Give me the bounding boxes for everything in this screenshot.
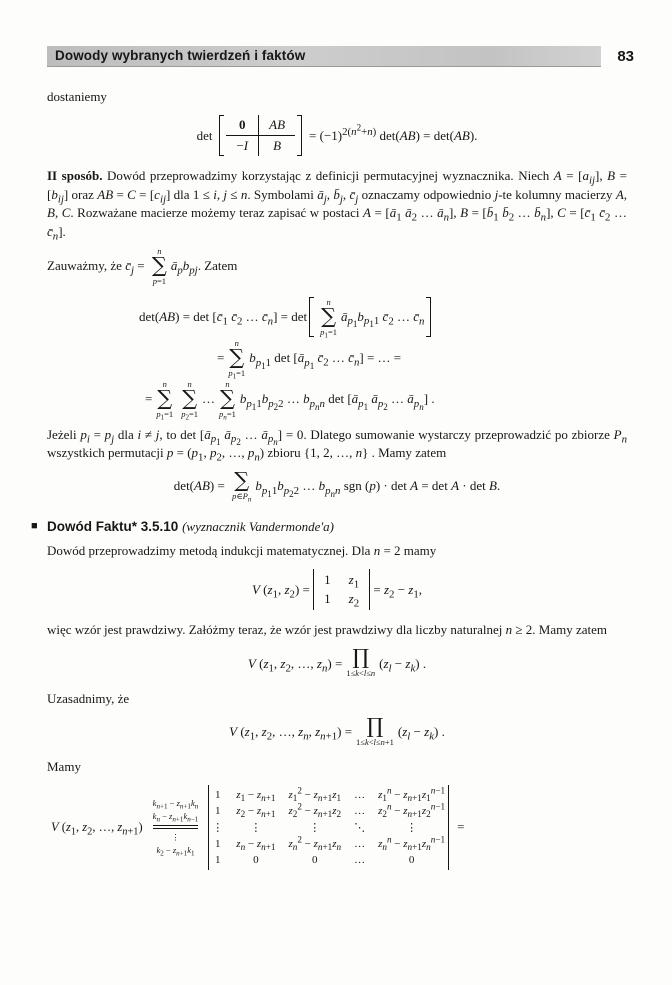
- matrix-cell: …: [354, 853, 366, 866]
- matrix-cell: $z_1^n - z_{n+1}z_1^{n-1}$: [378, 784, 446, 803]
- equation-derivation: [139, 296, 627, 423]
- matrix-cell: ⋮: [406, 821, 418, 834]
- right-bracket: [426, 297, 431, 337]
- paragraph-dostaniemy: dostaniemy: [47, 89, 107, 104]
- sum-operator: [219, 379, 236, 423]
- left-bracket: [309, 297, 314, 337]
- matrix-cell: ⋮: [212, 821, 224, 834]
- math-text: $ā_{p_1}b_{p_11}$ $c̄_2$ … $c̄_n$: [340, 308, 425, 330]
- sum-operator: [152, 246, 167, 286]
- sum-operator: [156, 379, 174, 423]
- matrix-cell: 0: [408, 853, 415, 866]
- equals-sign: =: [217, 350, 225, 366]
- math-text: V ($z_1$, $z_2$) =: [251, 581, 314, 601]
- matrix-cell: …: [354, 788, 366, 801]
- math-text: $(z_l - z_k)$ .: [379, 655, 427, 675]
- sum-operator: [228, 337, 246, 381]
- block-matrix: [226, 115, 295, 156]
- math-text: $b_{p_11}b_{p_22}$ … $b_{p_nn}$ $\det [ā_{p_1}$ $ā_{p_2}$ … $ā_{p_n}$] .: [239, 391, 435, 413]
- right-bracket: [297, 115, 302, 156]
- column-operation: $k_2 - z_{n+1}k_1$: [156, 845, 195, 858]
- equation-vandermonde-n2: [47, 569, 627, 610]
- equation-product-n1: [47, 714, 627, 747]
- sum-lower-limit: $p\in P_n$: [232, 491, 252, 505]
- matrix-cell: …: [354, 804, 366, 817]
- paragraph-jezeli: Jeżeli $p_i = p_j$ dla i ≠ j, to $\det [ā_{p_1}$ $ā_{p_2}$ … $ā_{p_n}] = 0$. Dlatego sumowanie wystarczy przeprowadzić po zbiorze $P_n$ wszystkich permutacji $p = (p_1$, $p_2$, …, $p_n$) zbioru {1, 2, …, n} . Mamy zatem: [47, 426, 628, 464]
- sum-lower-limit: $p_1=1$: [320, 326, 337, 340]
- sigma-symbol: ∑: [182, 386, 198, 411]
- sum-operator: [320, 296, 337, 340]
- product-operator: [356, 714, 394, 747]
- matrix-cell: $z_1$: [348, 572, 360, 591]
- sum-upper-limit: n: [225, 379, 230, 390]
- fact-subtitle: (wyznacznik Vandermonde'a): [182, 518, 334, 534]
- det-label: det: [196, 127, 213, 143]
- column-operations-annotation: [153, 797, 199, 858]
- sum-operator: [181, 379, 199, 423]
- equation-block-determinant: [47, 115, 627, 156]
- sigma-symbol: ∑: [229, 345, 245, 370]
- math-text: $(z_l - z_k)$ .: [397, 724, 445, 743]
- matrix-cell: $z_2^2 - z_{n+1}z_2$: [288, 800, 342, 819]
- pi-symbol: ∏: [352, 645, 370, 670]
- matrix-cell: 0: [253, 853, 259, 866]
- matrix-cell: $z_2 - z_{n+1}$: [236, 804, 276, 819]
- sigma-symbol: ∑: [219, 386, 235, 411]
- fact-title: Dowód Faktu* 3.5.10: [47, 518, 179, 534]
- sigma-symbol: ∑: [234, 468, 250, 493]
- matrix-cell: 1: [215, 853, 221, 866]
- matrix-cell: 1: [324, 572, 331, 587]
- fact-heading: [31, 518, 627, 535]
- page-content: [31, 88, 628, 870]
- matrix-cell: 0: [312, 853, 318, 866]
- running-head-bar: [47, 46, 601, 67]
- matrix-cell: ⋮: [250, 821, 262, 834]
- matrix-cell: $z_1^2 - z_{n+1}z_1$: [288, 784, 342, 803]
- sigma-symbol: ∑: [157, 386, 173, 411]
- matrix-cell: 1: [324, 591, 331, 606]
- page-header: [47, 46, 634, 67]
- derivation-line-2: [217, 337, 627, 381]
- matrix-cell: $z_2^n - z_{n+1}z_2^{n-1}$: [378, 800, 446, 819]
- determinant-bar: [448, 785, 449, 870]
- column-operation: $k_{n+1} - z_{n+1}k_n$: [152, 797, 199, 811]
- math-text: V ($z_1$, $z_2$, …, $z_n$) =: [247, 655, 343, 675]
- matrix-cell: $z_n^2 - z_{n+1}z_n$: [288, 833, 342, 852]
- math-text: $\det(AB) = \det [c̄_1$ $c̄_2$ … $c̄_n] = \det$: [139, 308, 308, 328]
- product-lower-limit: 1≤k<l≤n+1: [356, 736, 394, 747]
- matrix-cell: ⋱: [354, 821, 366, 834]
- sum-lower-limit: $p_2=1$: [181, 409, 199, 423]
- math-text: $b_{p_11}$ $\det [ā_{p_1}$ $c̄_2$ … $c̄_n$] = … =: [249, 350, 402, 371]
- paragraph-zalozmy: więc wzór jest prawdziwy. Załóżmy teraz, że wzór jest prawdziwy dla liczby naturalnej n ≥ 2. Mamy zatem: [47, 622, 608, 637]
- derivation-line-3: [145, 379, 627, 423]
- page-number: 83: [617, 48, 634, 65]
- sum-upper-limit: n: [162, 379, 167, 390]
- inline-math-post: $ā_pb_{pj}$. Zatem: [170, 258, 238, 277]
- sum-upper-limit: n: [157, 246, 162, 257]
- sum-operator: [232, 468, 252, 505]
- sigma-symbol: ∑: [321, 303, 337, 328]
- sum-lower-limit: p=1: [152, 276, 166, 287]
- paragraph-mamy: Mamy: [47, 759, 81, 775]
- product-operator: [346, 645, 376, 679]
- square-bullet-icon: ■: [31, 519, 38, 532]
- matrix-cell: ⋮: [309, 821, 321, 834]
- equation-permutation-sum: [47, 468, 627, 505]
- math-text: = $z_2 - z_1$,: [370, 581, 423, 601]
- paragraph-induction: Dowód przeprowadzimy metodą indukcji matematycznej. Dla n = 2 mamy: [47, 542, 437, 558]
- sum-lower-limit: $p_1=1$: [156, 409, 174, 423]
- equals-sign: =: [145, 391, 153, 407]
- matrix-cell: $z_2$: [348, 591, 360, 610]
- equals-sign: =: [457, 819, 465, 835]
- math-text: V ($z_1$, $z_2$, …, $z_{n+1}$): [51, 819, 143, 838]
- equation-vandermonde-big: [51, 785, 627, 870]
- matrix-cell: 0: [226, 115, 259, 136]
- paragraph-uzasadnimy: Uzasadnimy, że: [47, 690, 130, 706]
- matrix-cell: $z_1 - z_{n+1}$: [236, 788, 276, 803]
- matrix-cell: 1: [215, 837, 221, 850]
- sum-upper-limit: n: [187, 379, 192, 390]
- equation-product-n: [47, 645, 627, 679]
- matrix-cell: $z_n - z_{n+1}$: [236, 837, 276, 852]
- left-bracket: [219, 115, 224, 156]
- derivation-line-1: [139, 296, 627, 340]
- sum-upper-limit: n: [326, 296, 331, 307]
- vandermonde-matrix: [209, 785, 448, 870]
- vertical-dots: ⋮: [171, 832, 180, 843]
- matrix-cell: 1: [215, 804, 221, 817]
- paragraph-zauwazmy: [47, 246, 627, 286]
- matrix-cell: …: [354, 837, 366, 850]
- column-operation: $k_n - z_{n+1}k_{n-1}$: [152, 810, 199, 824]
- matrix-cell: 1: [215, 788, 221, 801]
- stretched-equals-rule: [153, 825, 199, 829]
- matrix-cell: B: [273, 138, 282, 154]
- paragraph-second-method: II sposób. Dowód przeprowadzimy korzystając z definicji permutacyjnej wyznacznika. Niech $A = [a_{ij}]$, $B = [b_{ij}]$ oraz AB = $C = [c_{ij}]$ dla 1 ≤ i, j ≤ n. Symbolami $ā_j$, $b̄_j$, $c̄_j$ oznaczamy odpowiednio j-te kolumny macierzy A, B, C. Rozważane macierze możemy teraz zapisać w postaci $A = [ā_1$ $ā_2$ … $ā_n$], $B = [b̄_1$ $b̄_2$ … $b̄_n$], $C = [c̄_1$ $c̄_2$ … $c̄_n$].: [47, 168, 628, 243]
- pi-symbol: ∏: [366, 714, 384, 739]
- math-text: det(AB) =: [173, 478, 229, 494]
- matrix-cell: AB: [259, 115, 295, 136]
- sum-upper-limit: n: [234, 337, 239, 348]
- determinant-2x2: [314, 569, 369, 610]
- ellipsis: …: [202, 391, 216, 407]
- matrix-cell: $z_n^n - z_{n+1}z_n^{n-1}$: [378, 833, 446, 852]
- math-text: $b_{p_11}b_{p_22}$ … $b_{p_nn}$ sgn (p) · det A = det A · det B.: [255, 478, 501, 500]
- sum-lower-limit: $p_1=1$: [228, 368, 246, 381]
- running-head-title: Dowody wybranych twierdzeń i faktów: [55, 48, 306, 63]
- math-text: V ($z_1$, $z_2$, …, $z_n$, $z_{n+1}$) =: [229, 724, 353, 743]
- sum-lower-limit: $p_n=1$: [219, 409, 236, 423]
- equation-rhs: = $(-1)^{2(n^2+n)}$ det(AB) = det(AB).: [309, 122, 478, 144]
- sigma-symbol: ∑: [151, 253, 167, 278]
- matrix-cell: −I: [226, 136, 259, 156]
- inline-math-pre: Zauważmy, że $c̄_j$ =: [47, 258, 148, 277]
- product-lower-limit: 1≤k<l≤n: [346, 668, 376, 679]
